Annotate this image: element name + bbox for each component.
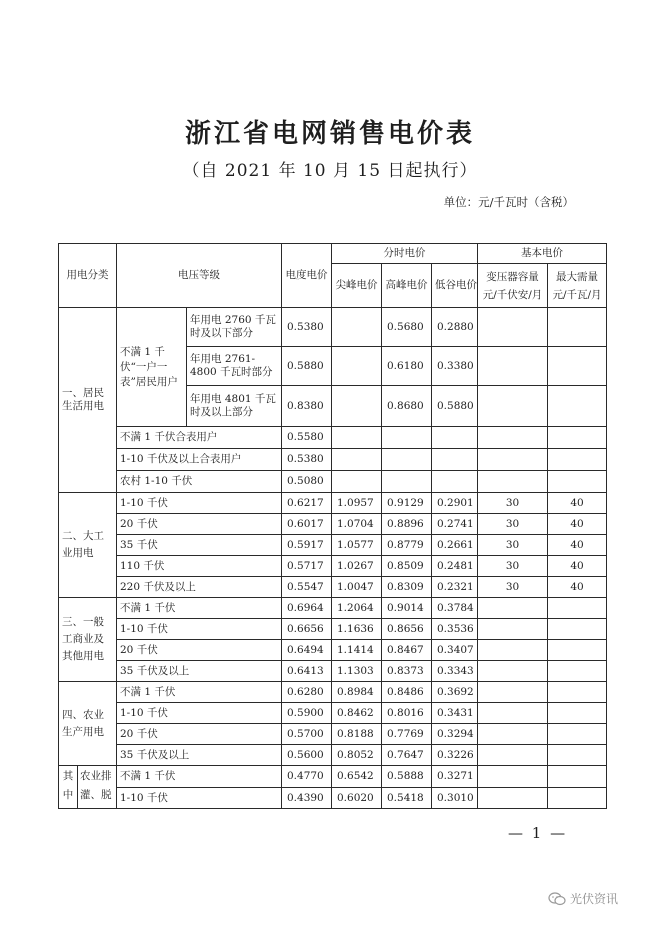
document-title: 浙江省电网销售电价表 xyxy=(184,119,475,149)
transformer-price: 30 xyxy=(478,577,548,598)
transformer-price xyxy=(478,598,548,619)
energy-price: 0.5380 xyxy=(282,308,332,347)
voltage-label: 20 千伏 xyxy=(117,640,282,661)
transformer-price: 30 xyxy=(478,514,548,535)
transformer-price: 30 xyxy=(478,493,548,514)
high-price: 0.8467 xyxy=(382,640,432,661)
table-row xyxy=(59,640,607,661)
valley-price: 0.3784 xyxy=(432,598,478,619)
energy-price: 0.5900 xyxy=(282,703,332,724)
header-tou: 分时电价 xyxy=(332,244,478,264)
demand-price xyxy=(548,427,607,449)
high-price: 0.9129 xyxy=(382,493,432,514)
voltage-label: 1-10 千伏及以上合表用户 xyxy=(117,449,282,471)
header-transformer-unit: 元/千伏安/月 xyxy=(482,288,543,301)
valley-price: 0.3380 xyxy=(432,347,478,386)
demand-price xyxy=(548,703,607,724)
demand-price: 40 xyxy=(548,493,607,514)
category-general-commercial: 三、一般工商业及其他用电 xyxy=(59,598,117,682)
transformer-price xyxy=(478,640,548,661)
table-row xyxy=(59,788,607,809)
peak-price xyxy=(332,386,382,427)
valley-price: 0.2880 xyxy=(432,308,478,347)
irrigation-category-cell xyxy=(59,766,117,809)
tariff-table xyxy=(58,243,607,809)
high-price: 0.8779 xyxy=(382,535,432,556)
demand-price xyxy=(548,619,607,640)
header-peak: 尖峰电价 xyxy=(332,264,382,308)
valley-price xyxy=(432,449,478,471)
table-row xyxy=(59,745,607,766)
category-residential: 一、居民生活用电 xyxy=(59,308,117,493)
table-row xyxy=(59,308,607,347)
energy-price: 0.5600 xyxy=(282,745,332,766)
header-transformer xyxy=(478,264,548,308)
transformer-price xyxy=(478,703,548,724)
demand-price xyxy=(548,766,607,788)
transformer-price xyxy=(478,308,548,347)
table-row xyxy=(59,703,607,724)
residential-subgroup: 不满 1 千伏“一户一表”居民用户 xyxy=(117,308,187,427)
peak-price: 0.6542 xyxy=(332,766,382,788)
voltage-label: 年用电 4801 千瓦时及以上部分 xyxy=(187,386,282,427)
voltage-label: 不满 1 千伏 xyxy=(117,598,282,619)
energy-price: 0.4390 xyxy=(282,788,332,809)
voltage-label: 不满 1 千伏合表用户 xyxy=(117,427,282,449)
header-valley: 低谷电价 xyxy=(432,264,478,308)
energy-price: 0.5717 xyxy=(282,556,332,577)
voltage-label: 1-10 千伏 xyxy=(117,788,282,809)
table-row xyxy=(59,766,607,788)
demand-price xyxy=(548,386,607,427)
high-price: 0.8016 xyxy=(382,703,432,724)
valley-price: 0.3407 xyxy=(432,640,478,661)
transformer-price xyxy=(478,661,548,682)
high-price: 0.8373 xyxy=(382,661,432,682)
table-row xyxy=(59,661,607,682)
high-price: 0.5418 xyxy=(382,788,432,809)
demand-price xyxy=(548,724,607,745)
header-energy-price: 电度电价 xyxy=(282,244,332,308)
transformer-price xyxy=(478,427,548,449)
demand-price xyxy=(548,347,607,386)
transformer-price xyxy=(478,766,548,788)
unit-note: 单位：元/千瓦时（含税） xyxy=(443,195,574,209)
high-price: 0.9014 xyxy=(382,598,432,619)
high-price: 0.7769 xyxy=(382,724,432,745)
peak-price: 1.0704 xyxy=(332,514,382,535)
high-price: 0.8309 xyxy=(382,577,432,598)
table-row xyxy=(59,493,607,514)
high-price: 0.8656 xyxy=(382,619,432,640)
voltage-label: 110 千伏 xyxy=(117,556,282,577)
valley-price: 0.3343 xyxy=(432,661,478,682)
table-row xyxy=(59,598,607,619)
header-category: 用电分类 xyxy=(59,244,117,308)
transformer-price xyxy=(478,471,548,493)
voltage-label: 20 千伏 xyxy=(117,724,282,745)
voltage-label: 1-10 千伏 xyxy=(117,619,282,640)
energy-price: 0.5547 xyxy=(282,577,332,598)
table-row xyxy=(59,449,607,471)
valley-price: 0.2661 xyxy=(432,535,478,556)
high-price: 0.5888 xyxy=(382,766,432,788)
energy-price: 0.6494 xyxy=(282,640,332,661)
header-max-demand-label: 最大需量 xyxy=(556,270,599,283)
valley-price xyxy=(432,471,478,493)
valley-price: 0.3271 xyxy=(432,766,478,788)
transformer-price xyxy=(478,619,548,640)
high-price: 0.5680 xyxy=(382,308,432,347)
header-transformer-label: 变压器容量 xyxy=(486,270,539,283)
peak-price: 0.8188 xyxy=(332,724,382,745)
table-row xyxy=(59,427,607,449)
voltage-label: 35 千伏及以上 xyxy=(117,661,282,682)
voltage-label: 年用电 2760 千瓦时及以下部分 xyxy=(187,308,282,347)
energy-price: 0.4770 xyxy=(282,766,332,788)
demand-price xyxy=(548,682,607,703)
demand-price: 40 xyxy=(548,514,607,535)
transformer-price: 30 xyxy=(478,556,548,577)
demand-price xyxy=(548,471,607,493)
peak-price xyxy=(332,471,382,493)
demand-price xyxy=(548,788,607,809)
valley-price: 0.3431 xyxy=(432,703,478,724)
transformer-price xyxy=(478,788,548,809)
peak-price: 1.0047 xyxy=(332,577,382,598)
energy-price: 0.5080 xyxy=(282,471,332,493)
high-price: 0.8509 xyxy=(382,556,432,577)
peak-price: 1.1303 xyxy=(332,661,382,682)
energy-price: 0.5580 xyxy=(282,427,332,449)
voltage-label: 1-10 千伏 xyxy=(117,703,282,724)
voltage-label: 20 千伏 xyxy=(117,514,282,535)
valley-price: 0.3226 xyxy=(432,745,478,766)
transformer-price xyxy=(478,682,548,703)
wechat-icon xyxy=(548,892,566,906)
peak-price: 1.0577 xyxy=(332,535,382,556)
demand-price: 40 xyxy=(548,577,607,598)
energy-price: 0.6217 xyxy=(282,493,332,514)
peak-price: 1.1414 xyxy=(332,640,382,661)
voltage-label: 不满 1 千伏 xyxy=(117,766,282,788)
demand-price xyxy=(548,308,607,347)
peak-price: 1.1636 xyxy=(332,619,382,640)
peak-price: 0.6020 xyxy=(332,788,382,809)
valley-price: 0.3536 xyxy=(432,619,478,640)
transformer-price xyxy=(478,745,548,766)
peak-price: 1.0957 xyxy=(332,493,382,514)
valley-price xyxy=(432,427,478,449)
valley-price: 0.2321 xyxy=(432,577,478,598)
table-row xyxy=(59,535,607,556)
transformer-price xyxy=(478,724,548,745)
high-price xyxy=(382,427,432,449)
table-row xyxy=(59,471,607,493)
peak-price: 1.2064 xyxy=(332,598,382,619)
energy-price: 0.6280 xyxy=(282,682,332,703)
irrigation-category: 农业排灌、脱 xyxy=(80,770,112,801)
effective-date-subtitle: （自 2021 年 10 月 15 日起执行） xyxy=(182,161,478,181)
watermark xyxy=(548,890,618,907)
table-row xyxy=(59,619,607,640)
valley-price: 0.2901 xyxy=(432,493,478,514)
demand-price xyxy=(548,745,607,766)
peak-price xyxy=(332,308,382,347)
high-price xyxy=(382,471,432,493)
peak-price xyxy=(332,427,382,449)
peak-price xyxy=(332,449,382,471)
demand-price xyxy=(548,640,607,661)
peak-price xyxy=(332,347,382,386)
category-large-industry: 二、大工业用电 xyxy=(59,493,117,598)
header-voltage: 电压等级 xyxy=(117,244,282,308)
peak-price: 0.8462 xyxy=(332,703,382,724)
energy-price: 0.6413 xyxy=(282,661,332,682)
demand-price: 40 xyxy=(548,535,607,556)
voltage-label: 农村 1-10 千伏 xyxy=(117,471,282,493)
energy-price: 0.5880 xyxy=(282,347,332,386)
transformer-price xyxy=(478,449,548,471)
header-row-1 xyxy=(59,244,607,264)
header-max-demand-unit: 元/千瓦/月 xyxy=(552,288,602,301)
transformer-price: 30 xyxy=(478,535,548,556)
table-row xyxy=(59,556,607,577)
table-row xyxy=(59,724,607,745)
header-max-demand xyxy=(548,264,607,308)
energy-price: 0.6656 xyxy=(282,619,332,640)
high-price: 0.6180 xyxy=(382,347,432,386)
header-basic: 基本电价 xyxy=(478,244,607,264)
voltage-label: 35 千伏及以上 xyxy=(117,745,282,766)
energy-price: 0.8380 xyxy=(282,386,332,427)
valley-price: 0.3692 xyxy=(432,682,478,703)
voltage-label: 不满 1 千伏 xyxy=(117,682,282,703)
page-number: — 1 — xyxy=(508,824,568,842)
energy-price: 0.5917 xyxy=(282,535,332,556)
valley-price: 0.2741 xyxy=(432,514,478,535)
high-price xyxy=(382,449,432,471)
peak-price: 0.8052 xyxy=(332,745,382,766)
voltage-label: 1-10 千伏 xyxy=(117,493,282,514)
voltage-label: 年用电 2761-4800 千瓦时部分 xyxy=(187,347,282,386)
high-price: 0.8896 xyxy=(382,514,432,535)
demand-price xyxy=(548,598,607,619)
peak-price: 0.8984 xyxy=(332,682,382,703)
table-row xyxy=(59,577,607,598)
energy-price: 0.6964 xyxy=(282,598,332,619)
demand-price: 40 xyxy=(548,556,607,577)
voltage-label: 220 千伏及以上 xyxy=(117,577,282,598)
transformer-price xyxy=(478,386,548,427)
demand-price xyxy=(548,449,607,471)
valley-price: 0.3294 xyxy=(432,724,478,745)
voltage-label: 35 千伏 xyxy=(117,535,282,556)
high-price: 0.8486 xyxy=(382,682,432,703)
high-price: 0.7647 xyxy=(382,745,432,766)
demand-price xyxy=(548,661,607,682)
peak-price: 1.0267 xyxy=(332,556,382,577)
category-agriculture: 四、农业生产用电 xyxy=(59,682,117,766)
of-which-label: 其中 xyxy=(59,766,78,808)
valley-price: 0.3010 xyxy=(432,788,478,809)
valley-price: 0.2481 xyxy=(432,556,478,577)
energy-price: 0.6017 xyxy=(282,514,332,535)
transformer-price xyxy=(478,347,548,386)
watermark-text: 光伏资讯 xyxy=(570,892,619,906)
table-row xyxy=(59,514,607,535)
valley-price: 0.5880 xyxy=(432,386,478,427)
energy-price: 0.5700 xyxy=(282,724,332,745)
table-row xyxy=(59,682,607,703)
energy-price: 0.5380 xyxy=(282,449,332,471)
high-price: 0.8680 xyxy=(382,386,432,427)
header-high: 高峰电价 xyxy=(382,264,432,308)
